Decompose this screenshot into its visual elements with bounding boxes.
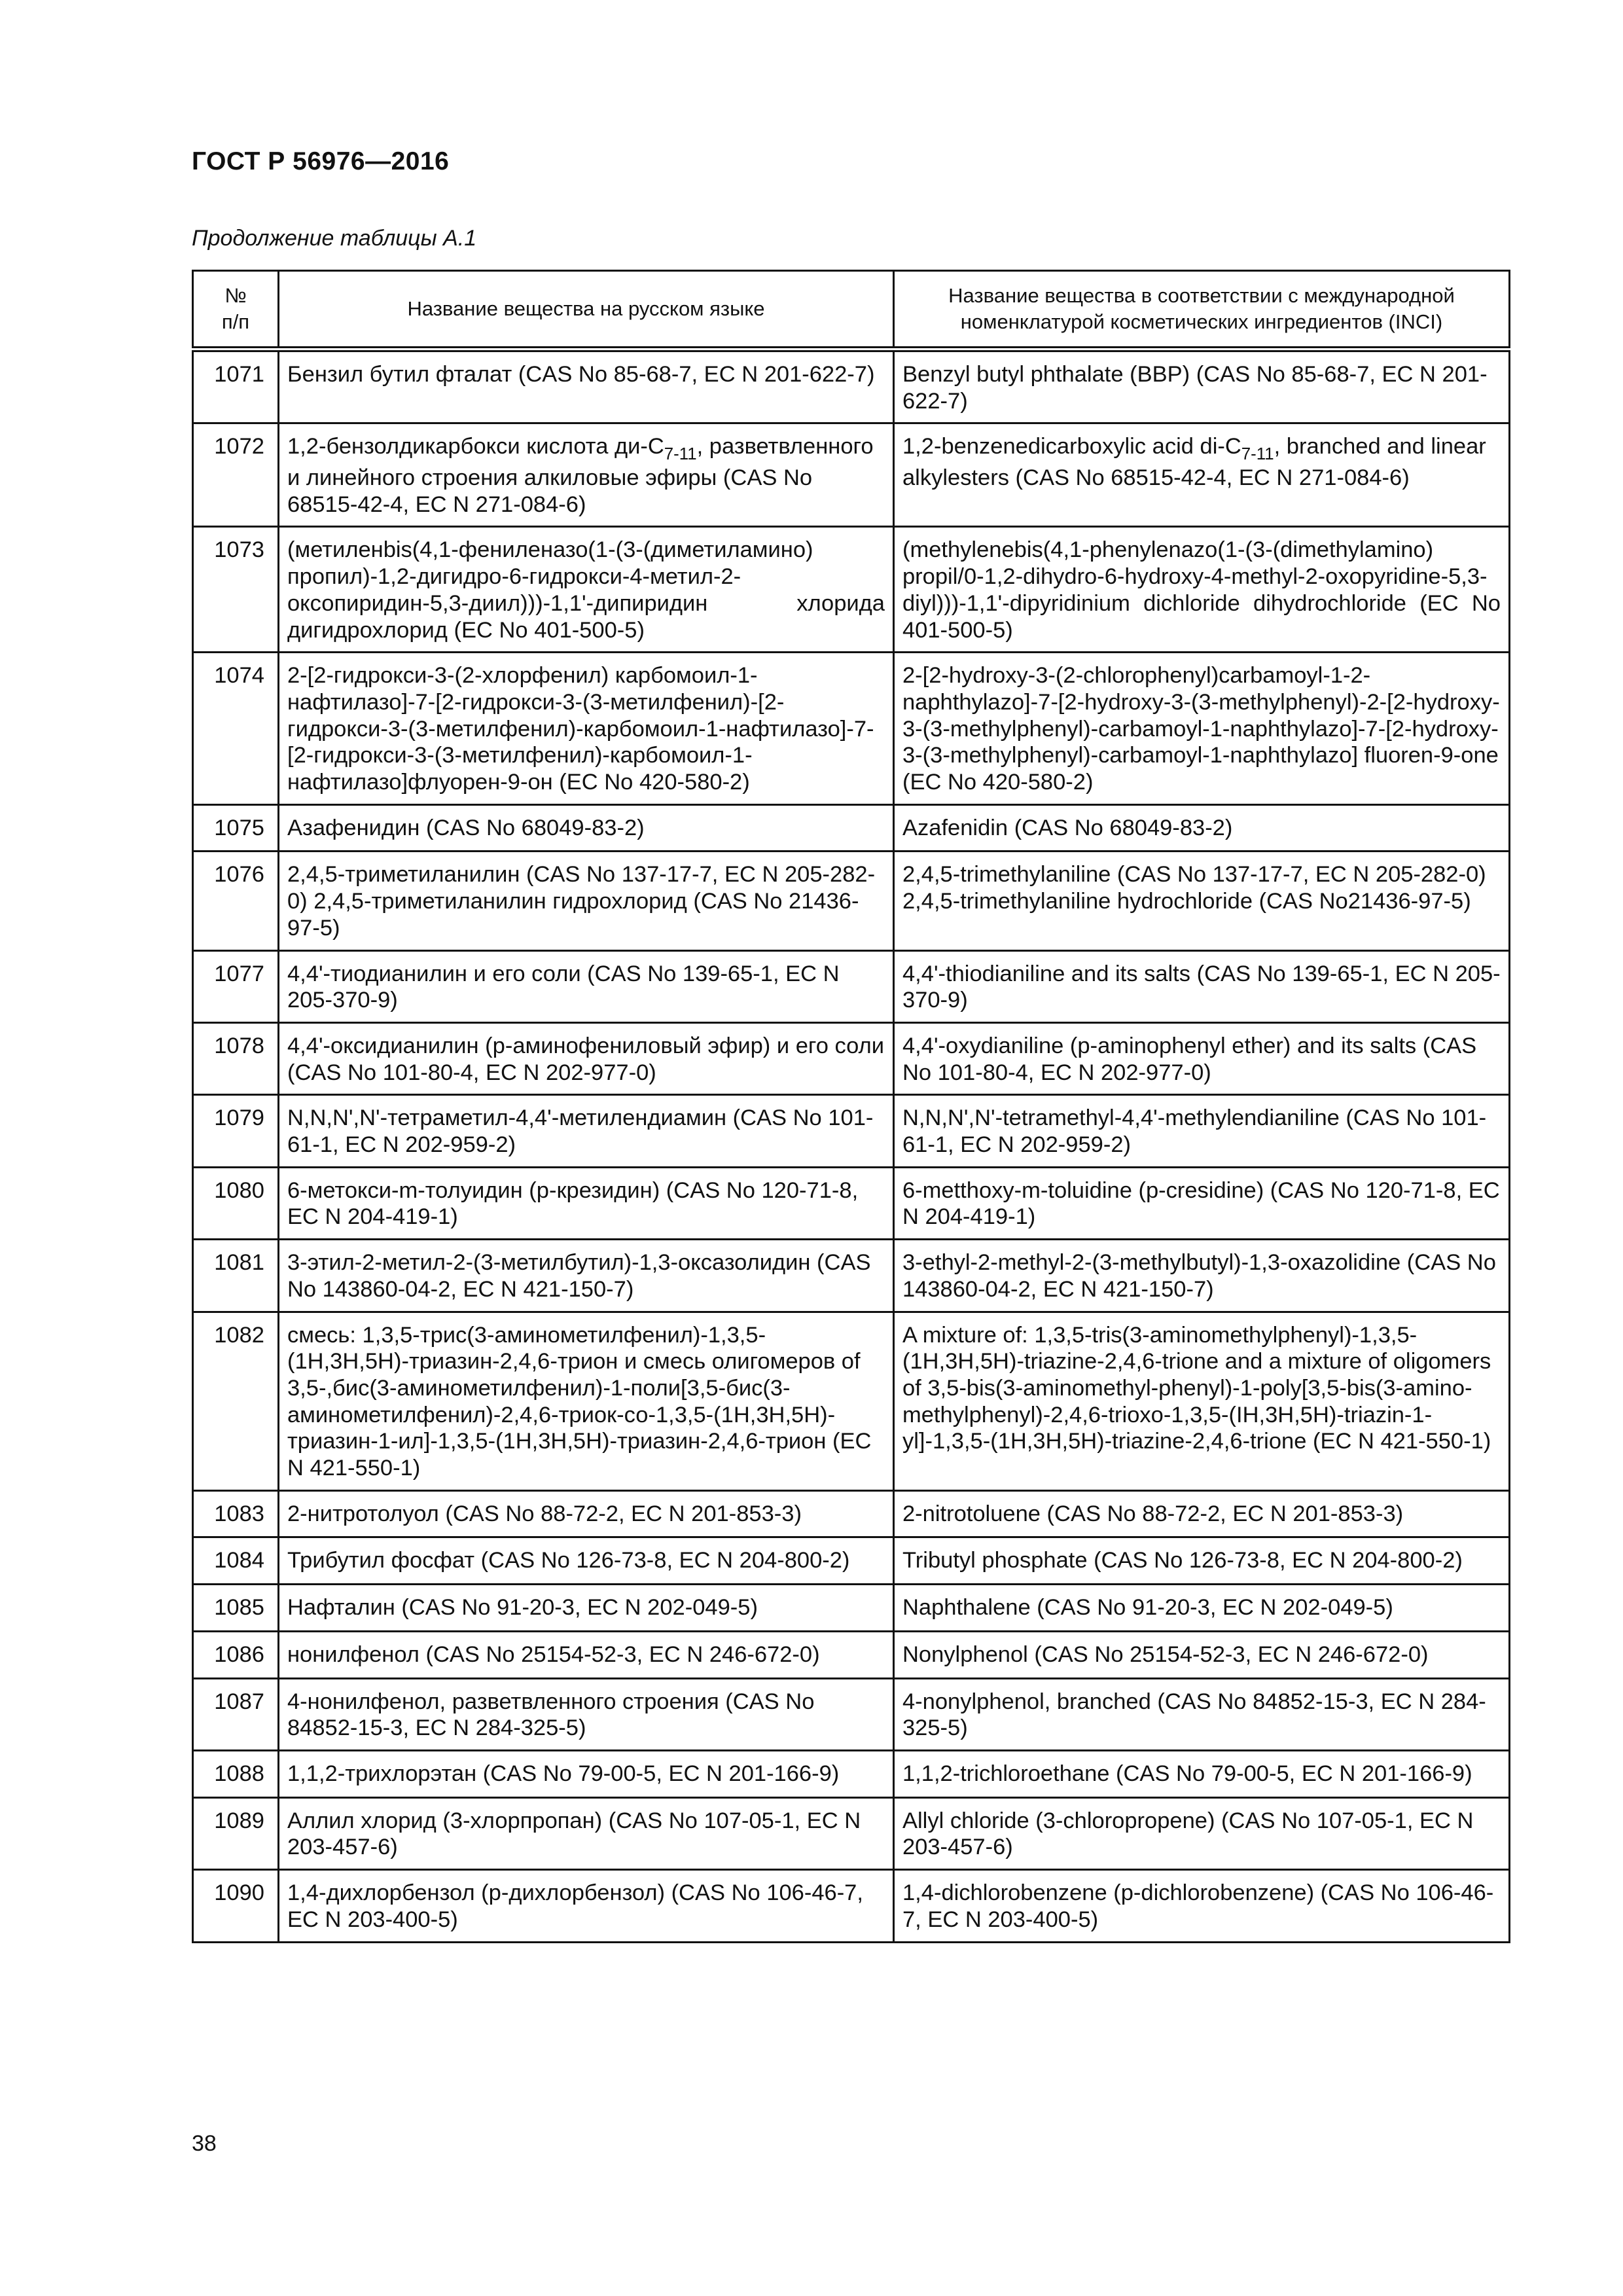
inci-name-part: , branched and linear alkylesters (CAS No 68515-42-4, EC N 271-084-6)	[902, 434, 1486, 490]
row-number: 1079	[193, 1095, 279, 1167]
russian-name	[279, 423, 894, 527]
inci-name: A mixture of: 1,3,5-tris(3-aminomethylphenyl)-1,3,5-(1H,3H,5H)-triazine-2,4,6-trione and a mixture of oligomers of 3,5-bis(3-aminomethyl-phenyl)-1-poly[3,5-bis(3-amino-methylphenyl)-2,4,6-trioxo-1,3,5-(IH,3H,5H)-triazin-1-yl]-1,3,5-(1H,3H,5H)-triazine-2,4,6-trione (EC N 421-550-1)	[894, 1312, 1510, 1490]
row-number: 1086	[193, 1631, 279, 1678]
row-number: 1084	[193, 1537, 279, 1585]
inci-name: Nonylphenol (CAS No 25154-52-3, EC N 246-672-0)	[894, 1631, 1510, 1678]
table-row	[193, 350, 1510, 423]
inci-name: 2,4,5-trimethylaniline (CAS No 137-17-7, EC N 205-282-0) 2,4,5-trimethylaniline hydrochloride (CAS No21436-97-5)	[894, 852, 1510, 950]
russian-name: 2-нитротолуол (CAS No 88-72-2, EC N 201-853-3)	[279, 1490, 894, 1537]
table-row	[193, 1585, 1510, 1632]
inci-name: 4,4'-thiodianiline and its salts (CAS No 139-65-1, EC N 205-370-9)	[894, 950, 1510, 1022]
russian-name: Бензил бутил фталат (CAS No 85-68-7, EC N 201-622-7)	[279, 350, 894, 423]
row-number: 1083	[193, 1490, 279, 1537]
table-row	[193, 1797, 1510, 1869]
header-inci-name: Название вещества в соответствии с международной номенклатурой косметических ингредиентов (INCI)	[894, 271, 1510, 350]
row-number: 1089	[193, 1797, 279, 1869]
table-header-row	[193, 271, 1510, 350]
inci-name	[894, 423, 1510, 527]
table-row	[193, 852, 1510, 950]
inci-name-part: 1,2-benzenedicarboxylic acid di-C	[902, 434, 1241, 459]
row-number: 1085	[193, 1585, 279, 1632]
russian-name: нонилфенол (CAS No 25154-52-3, EC N 246-672-0)	[279, 1631, 894, 1678]
inci-name: Azafenidin (CAS No 68049-83-2)	[894, 804, 1510, 852]
table-row	[193, 1870, 1510, 1942]
table-caption: Продолжение таблицы А.1	[192, 226, 477, 251]
russian-name: (метиленbis(4,1-фениленазо(1-(3-(диметиламино) пропил)-1,2-дигидро-6-гидрокси-4-метил-2-оксопиридин-5,3-диил)))-1,1'-дипиридин хлорида дигидрохлорид (EC No 401-500-5)	[279, 527, 894, 653]
russian-name: 1,1,2-трихлорэтан (CAS No 79-00-5, EC N 201-166-9)	[279, 1751, 894, 1798]
table-row	[193, 1751, 1510, 1798]
russian-name-part: , разветвленного и линейного строения алкиловые эфиры (CAS No 68515-42-4, EC N 271-084-6)	[287, 434, 874, 517]
row-number: 1081	[193, 1240, 279, 1312]
inci-name: 1,1,2-trichloroethane (CAS No 79-00-5, EC N 201-166-9)	[894, 1751, 1510, 1798]
russian-name: 2,4,5-триметиланилин (CAS No 137-17-7, EC N 205-282-0) 2,4,5-триметиланилин гидрохлорид (CAS No 21436-97-5)	[279, 852, 894, 950]
russian-name: 4-нонилфенол, разветвленного строения (CAS No 84852-15-3, EC N 284-325-5)	[279, 1678, 894, 1750]
russian-name: 4,4'-тиодианилин и его соли (CAS No 139-65-1, EC N 205-370-9)	[279, 950, 894, 1022]
row-number: 1074	[193, 653, 279, 805]
table-row	[193, 1240, 1510, 1312]
inci-name: 1,4-dichlorobenzene (p-dichlorobenzene) (CAS No 106-46-7, EC N 203-400-5)	[894, 1870, 1510, 1942]
inci-name: 2-nitrotoluene (CAS No 88-72-2, EC N 201-853-3)	[894, 1490, 1510, 1537]
row-number: 1087	[193, 1678, 279, 1750]
row-number: 1071	[193, 350, 279, 423]
row-number: 1078	[193, 1022, 279, 1094]
inci-name: 6-metthoxy-m-toluidine (p-cresidine) (CAS No 120-71-8, EC N 204-419-1)	[894, 1167, 1510, 1239]
russian-name: 1,4-дихлорбензол (p-дихлорбензол) (CAS No 106-46-7, EC N 203-400-5)	[279, 1870, 894, 1942]
russian-name: 6-метокси-m-толуидин (p-крезидин) (CAS No 120-71-8, EC N 204-419-1)	[279, 1167, 894, 1239]
row-number: 1080	[193, 1167, 279, 1239]
table-row	[193, 1631, 1510, 1678]
header-number: № п/п	[193, 271, 279, 350]
table-row	[193, 527, 1510, 653]
russian-name: Трибутил фосфат (CAS No 126-73-8, EC N 204-800-2)	[279, 1537, 894, 1585]
row-number: 1072	[193, 423, 279, 527]
inci-name: N,N,N',N'-tetramethyl-4,4'-methylendianiline (CAS No 101-61-1, EC N 202-959-2)	[894, 1095, 1510, 1167]
inci-name: Benzyl butyl phthalate (BBP) (CAS No 85-68-7, EC N 201-622-7)	[894, 350, 1510, 423]
inci-name: 2-[2-hydroxy-3-(2-chlorophenyl)carbamoyl-1-2-naphthylazo]-7-[2-hydroxy-3-(3-methylphenyl)-2-[2-hydroxy-3-(3-methylphenyl)-carbamoyl-1-naphthylazo]-7-[2-hydroxy-3-(3-methylphenyl)-carbamoyl-1-naphthylazo] fluoren-9-one (EC No 420-580-2)	[894, 653, 1510, 805]
substances-table	[192, 270, 1510, 1943]
inci-name: Allyl chloride (3-chloropropene) (CAS No 107-05-1, EC N 203-457-6)	[894, 1797, 1510, 1869]
russian-name: N,N,N',N'-тетраметил-4,4'-метилендиамин (CAS No 101-61-1, EC N 202-959-2)	[279, 1095, 894, 1167]
table-row	[193, 950, 1510, 1022]
table-row	[193, 1022, 1510, 1094]
page-number: 38	[192, 2131, 217, 2156]
inci-name: (methylenebis(4,1-phenylenazo(1-(3-(dimethylamino) propil/0-1,2-dihydro-6-hydroxy-4-methyl-2-oxopyridine-5,3-diyl)))-1,1'-dipyridinium dichloride dihydrochloride (EC No 401-500-5)	[894, 527, 1510, 653]
row-number: 1077	[193, 950, 279, 1022]
document-code: ГОСТ Р 56976—2016	[192, 147, 450, 175]
carbon-range-subscript: 7-11	[1241, 445, 1274, 464]
table-row	[193, 804, 1510, 852]
table-row	[193, 1167, 1510, 1239]
russian-name: смесь: 1,3,5-трис(3-аминометилфенил)-1,3,5-(1Н,3Н,5Н)-триазин-2,4,6-трион и смесь олигомеров of 3,5-,бис(3-аминометилфенил)-1-поли[3,5-бис(3-аминометилфенил)-2,4,6-триок-со-1,3,5-(1Н,3Н,5Н)-триазин-1-ил]-1,3,5-(1Н,3Н,5Н)-триазин-2,4,6-трион (EC N 421-550-1)	[279, 1312, 894, 1490]
row-number: 1076	[193, 852, 279, 950]
table-row	[193, 653, 1510, 805]
table-row	[193, 1490, 1510, 1537]
table-row	[193, 1312, 1510, 1490]
carbon-range-subscript: 7-11	[664, 445, 697, 464]
table-row	[193, 423, 1510, 527]
russian-name: Азафенидин (CAS No 68049-83-2)	[279, 804, 894, 852]
inci-name: 3-ethyl-2-methyl-2-(3-methylbutyl)-1,3-oxazolidine (CAS No 143860-04-2, EC N 421-150-7)	[894, 1240, 1510, 1312]
row-number: 1088	[193, 1751, 279, 1798]
russian-name: 4,4'-оксидианилин (p-аминофениловый эфир) и его соли (CAS No 101-80-4, EC N 202-977-0)	[279, 1022, 894, 1094]
russian-name: 2-[2-гидрокси-3-(2-хлорфенил) карбомоил-1-нафтилазо]-7-[2-гидрокси-3-(3-метилфенил)-[2-гидрокси-3-(3-метилфенил)-карбомоил-1-нафтилазо]-7-[2-гидрокси-3-(3-метилфенил)-карбомоил-1-нафтилазо]флуорен-9-он (EC No 420-580-2)	[279, 653, 894, 805]
russian-name-part: 1,2-бензолдикарбокси кислота ди-C	[287, 434, 664, 459]
table-row	[193, 1678, 1510, 1750]
inci-name: 4-nonylphenol, branched (CAS No 84852-15-3, EC N 284-325-5)	[894, 1678, 1510, 1750]
row-number: 1082	[193, 1312, 279, 1490]
russian-name: Аллил хлорид (3-хлорпропан) (CAS No 107-05-1, EC N 203-457-6)	[279, 1797, 894, 1869]
inci-name: 4,4'-oxydianiline (p-aminophenyl ether) and its salts (CAS No 101-80-4, EC N 202-977-0)	[894, 1022, 1510, 1094]
russian-name: Нафталин (CAS No 91-20-3, EC N 202-049-5)	[279, 1585, 894, 1632]
table-row	[193, 1537, 1510, 1585]
inci-name: Naphthalene (CAS No 91-20-3, EC N 202-049-5)	[894, 1585, 1510, 1632]
header-russian-name: Название вещества на русском языке	[279, 271, 894, 350]
inci-name: Tributyl phosphate (CAS No 126-73-8, EC N 204-800-2)	[894, 1537, 1510, 1585]
row-number: 1090	[193, 1870, 279, 1942]
russian-name: 3-этил-2-метил-2-(3-метилбутил)-1,3-оксазолидин (CAS No 143860-04-2, EC N 421-150-7)	[279, 1240, 894, 1312]
table-row	[193, 1095, 1510, 1167]
row-number: 1073	[193, 527, 279, 653]
row-number: 1075	[193, 804, 279, 852]
